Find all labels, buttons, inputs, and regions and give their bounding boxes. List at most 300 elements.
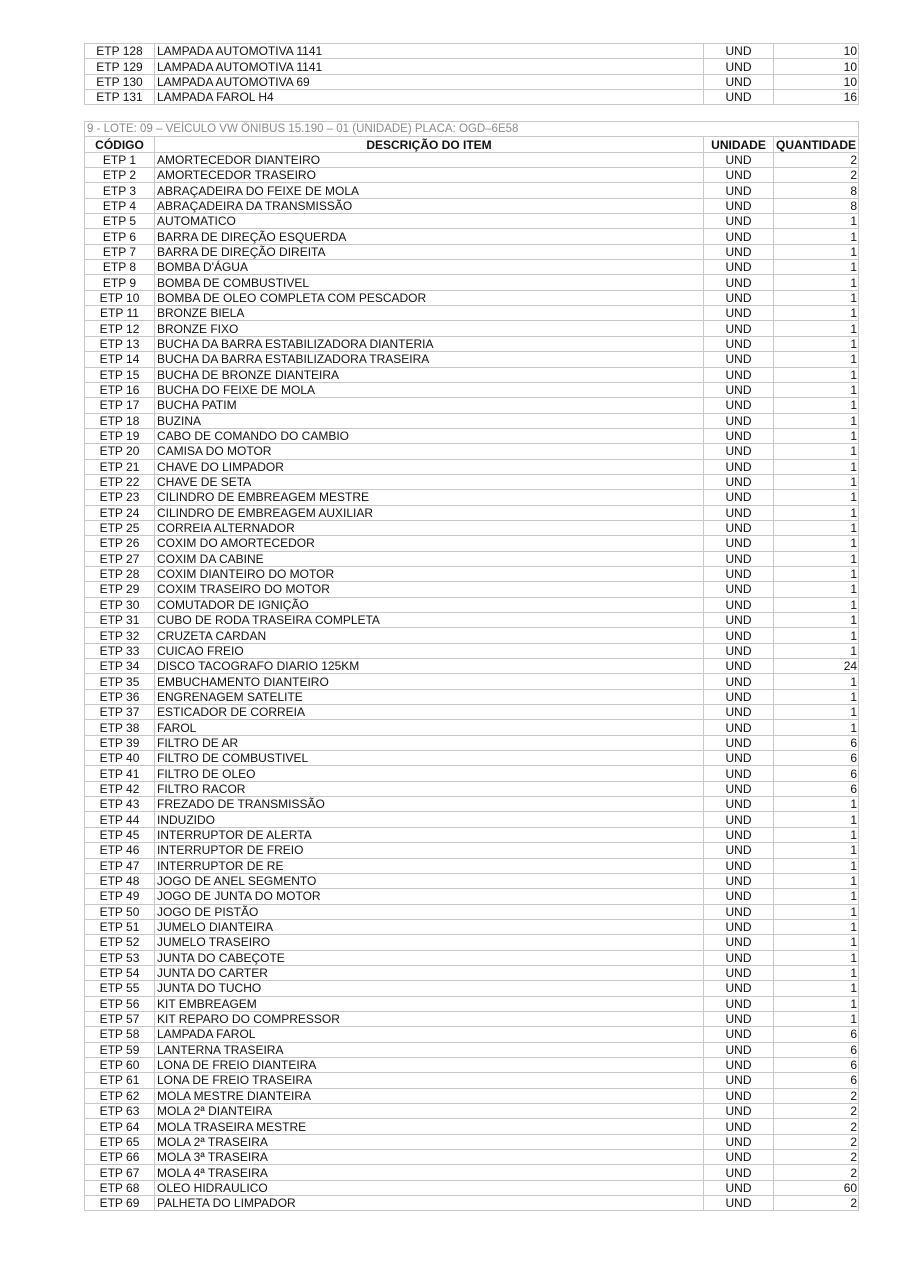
header-description: DESCRIÇÃO DO ITEM <box>155 137 704 152</box>
item-code: ETP 52 <box>85 935 155 950</box>
item-quantity: 2 <box>774 1119 859 1134</box>
item-code: ETP 40 <box>85 751 155 766</box>
table-row <box>85 152 859 167</box>
table-row <box>85 628 859 643</box>
item-description: COXIM DO AMORTECEDOR <box>155 536 704 551</box>
table-row <box>85 59 859 74</box>
item-unit: UND <box>704 168 774 183</box>
item-unit: UND <box>704 996 774 1011</box>
table-row <box>85 1180 859 1195</box>
item-description: COMUTADOR DE IGNIÇÃO <box>155 597 704 612</box>
table-row <box>85 566 859 581</box>
item-quantity: 2 <box>774 1134 859 1149</box>
item-unit: UND <box>704 428 774 443</box>
item-unit: UND <box>704 1119 774 1134</box>
item-description: INTERRUPTOR DE ALERTA <box>155 827 704 842</box>
item-description: JUMELO DIANTEIRA <box>155 919 704 934</box>
item-code: ETP 66 <box>85 1150 155 1165</box>
item-unit: UND <box>704 536 774 551</box>
item-quantity: 1 <box>774 505 859 520</box>
table-row <box>85 996 859 1011</box>
item-description: JUNTA DO TUCHO <box>155 981 704 996</box>
item-code: ETP 3 <box>85 183 155 198</box>
item-code: ETP 5 <box>85 214 155 229</box>
item-description: INDUZIDO <box>155 812 704 827</box>
item-quantity: 2 <box>774 1196 859 1211</box>
item-unit: UND <box>704 74 774 89</box>
item-unit: UND <box>704 582 774 597</box>
table-row <box>85 168 859 183</box>
item-unit: UND <box>704 260 774 275</box>
item-quantity: 2 <box>774 1165 859 1180</box>
table-row <box>85 90 859 105</box>
item-code: ETP 24 <box>85 505 155 520</box>
table-row <box>85 643 859 658</box>
item-code: ETP 57 <box>85 1011 155 1026</box>
item-code: ETP 21 <box>85 459 155 474</box>
item-description: BARRA DE DIREÇÃO ESQUERDA <box>155 229 704 244</box>
item-description: FILTRO DE OLEO <box>155 766 704 781</box>
item-unit: UND <box>704 1011 774 1026</box>
item-description: MOLA 2ª DIANTEIRA <box>155 1104 704 1119</box>
item-description: LAMPADA AUTOMOTIVA 1141 <box>155 44 704 59</box>
item-code: ETP 60 <box>85 1057 155 1072</box>
item-code: ETP 32 <box>85 628 155 643</box>
item-description: LONA DE FREIO TRASEIRA <box>155 1073 704 1088</box>
item-unit: UND <box>704 628 774 643</box>
table-row <box>85 904 859 919</box>
item-code: ETP 11 <box>85 306 155 321</box>
item-quantity: 1 <box>774 490 859 505</box>
item-quantity: 6 <box>774 1027 859 1042</box>
table-row <box>85 260 859 275</box>
item-unit: UND <box>704 981 774 996</box>
table-row <box>85 659 859 674</box>
item-quantity: 1 <box>774 981 859 996</box>
item-description: LAMPADA FAROL <box>155 1027 704 1042</box>
item-quantity: 1 <box>774 229 859 244</box>
header-code: CÓDIGO <box>85 137 155 152</box>
item-unit: UND <box>704 597 774 612</box>
item-quantity: 1 <box>774 935 859 950</box>
table-row <box>85 505 859 520</box>
item-code: ETP 33 <box>85 643 155 658</box>
item-description: KIT REPARO DO COMPRESSOR <box>155 1011 704 1026</box>
lot-title-row <box>85 122 859 137</box>
item-code: ETP 9 <box>85 275 155 290</box>
item-description: JUNTA DO CARTER <box>155 965 704 980</box>
item-description: BRONZE FIXO <box>155 321 704 336</box>
item-code: ETP 25 <box>85 520 155 535</box>
table-row <box>85 275 859 290</box>
item-unit: UND <box>704 551 774 566</box>
item-quantity: 2 <box>774 1088 859 1103</box>
item-description: ENGRENAGEM SATELITE <box>155 689 704 704</box>
item-quantity: 1 <box>774 536 859 551</box>
item-code: ETP 27 <box>85 551 155 566</box>
item-quantity: 1 <box>774 950 859 965</box>
item-quantity: 1 <box>774 260 859 275</box>
item-description: BUCHA DE BRONZE DIANTEIRA <box>155 367 704 382</box>
item-code: ETP 51 <box>85 919 155 934</box>
item-unit: UND <box>704 275 774 290</box>
item-unit: UND <box>704 352 774 367</box>
item-description: BUCHA PATIM <box>155 398 704 413</box>
item-code: ETP 7 <box>85 244 155 259</box>
item-code: ETP 62 <box>85 1088 155 1103</box>
item-code: ETP 38 <box>85 720 155 735</box>
item-quantity: 2 <box>774 1150 859 1165</box>
item-description: FILTRO RACOR <box>155 781 704 796</box>
item-code: ETP 35 <box>85 674 155 689</box>
item-code: ETP 2 <box>85 168 155 183</box>
item-quantity: 1 <box>774 520 859 535</box>
item-quantity: 1 <box>774 689 859 704</box>
item-code: ETP 26 <box>85 536 155 551</box>
table-row <box>85 536 859 551</box>
item-unit: UND <box>704 1196 774 1211</box>
item-quantity: 6 <box>774 1057 859 1072</box>
item-code: ETP 128 <box>85 44 155 59</box>
item-description: FILTRO DE AR <box>155 735 704 750</box>
item-code: ETP 59 <box>85 1042 155 1057</box>
item-code: ETP 56 <box>85 996 155 1011</box>
table-row <box>85 705 859 720</box>
item-unit: UND <box>704 843 774 858</box>
item-quantity: 1 <box>774 628 859 643</box>
item-description: CRUZETA CARDAN <box>155 628 704 643</box>
item-code: ETP 15 <box>85 367 155 382</box>
item-description: MOLA TRASEIRA MESTRE <box>155 1119 704 1134</box>
item-quantity: 1 <box>774 428 859 443</box>
item-code: ETP 43 <box>85 797 155 812</box>
table-row <box>85 613 859 628</box>
item-unit: UND <box>704 812 774 827</box>
item-code: ETP 47 <box>85 858 155 873</box>
item-unit: UND <box>704 781 774 796</box>
item-quantity: 1 <box>774 551 859 566</box>
item-description: JOGO DE JUNTA DO MOTOR <box>155 889 704 904</box>
item-unit: UND <box>704 520 774 535</box>
item-quantity: 6 <box>774 1042 859 1057</box>
item-quantity: 6 <box>774 766 859 781</box>
item-quantity: 1 <box>774 643 859 658</box>
table-header-row <box>85 137 859 152</box>
item-description: MOLA 2ª TRASEIRA <box>155 1134 704 1149</box>
item-code: ETP 4 <box>85 198 155 213</box>
table-row <box>85 981 859 996</box>
item-quantity: 1 <box>774 613 859 628</box>
table-row <box>85 74 859 89</box>
item-quantity: 60 <box>774 1180 859 1195</box>
item-code: ETP 69 <box>85 1196 155 1211</box>
table-row <box>85 398 859 413</box>
item-quantity: 1 <box>774 674 859 689</box>
item-description: FAROL <box>155 720 704 735</box>
item-unit: UND <box>704 889 774 904</box>
item-description: KIT EMBREAGEM <box>155 996 704 1011</box>
item-unit: UND <box>704 904 774 919</box>
item-unit: UND <box>704 1165 774 1180</box>
item-code: ETP 34 <box>85 659 155 674</box>
item-description: CABO DE COMANDO DO CAMBIO <box>155 428 704 443</box>
item-description: BOMBA DE OLEO COMPLETA COM PESCADOR <box>155 290 704 305</box>
item-unit: UND <box>704 321 774 336</box>
item-code: ETP 10 <box>85 290 155 305</box>
item-unit: UND <box>704 183 774 198</box>
item-quantity: 1 <box>774 582 859 597</box>
item-quantity: 1 <box>774 352 859 367</box>
table-row <box>85 582 859 597</box>
item-description: PALHETA DO LIMPADOR <box>155 1196 704 1211</box>
item-unit: UND <box>704 505 774 520</box>
item-quantity: 1 <box>774 827 859 842</box>
item-unit: UND <box>704 735 774 750</box>
table-row <box>85 198 859 213</box>
item-description: AMORTECEDOR TRASEIRO <box>155 168 704 183</box>
item-quantity: 1 <box>774 873 859 888</box>
item-unit: UND <box>704 858 774 873</box>
item-quantity: 1 <box>774 413 859 428</box>
item-unit: UND <box>704 873 774 888</box>
table-row <box>85 674 859 689</box>
item-description: LAMPADA FAROL H4 <box>155 90 704 105</box>
table-row <box>85 474 859 489</box>
item-code: ETP 39 <box>85 735 155 750</box>
item-quantity: 1 <box>774 382 859 397</box>
table-row <box>85 889 859 904</box>
table-row <box>85 1073 859 1088</box>
item-unit: UND <box>704 1134 774 1149</box>
table-row <box>85 843 859 858</box>
item-description: CUICAO FREIO <box>155 643 704 658</box>
item-description: MOLA MESTRE DIANTEIRA <box>155 1088 704 1103</box>
item-code: ETP 55 <box>85 981 155 996</box>
table-row <box>85 965 859 980</box>
item-unit: UND <box>704 827 774 842</box>
item-description: BUCHA DA BARRA ESTABILIZADORA DIANTERIA <box>155 336 704 351</box>
table-row <box>85 1057 859 1072</box>
item-description: BUZINA <box>155 413 704 428</box>
item-code: ETP 14 <box>85 352 155 367</box>
item-unit: UND <box>704 336 774 351</box>
item-code: ETP 31 <box>85 613 155 628</box>
item-unit: UND <box>704 229 774 244</box>
item-quantity: 10 <box>774 74 859 89</box>
table-row <box>85 766 859 781</box>
item-code: ETP 36 <box>85 689 155 704</box>
item-quantity: 1 <box>774 812 859 827</box>
item-quantity: 16 <box>774 90 859 105</box>
item-unit: UND <box>704 751 774 766</box>
item-code: ETP 48 <box>85 873 155 888</box>
item-code: ETP 29 <box>85 582 155 597</box>
previous-lot-table <box>84 43 859 105</box>
table-row <box>85 214 859 229</box>
item-code: ETP 65 <box>85 1134 155 1149</box>
item-quantity: 1 <box>774 597 859 612</box>
table-row <box>85 44 859 59</box>
item-code: ETP 68 <box>85 1180 155 1195</box>
item-quantity: 1 <box>774 858 859 873</box>
item-description: CUBO DE RODA TRASEIRA COMPLETA <box>155 613 704 628</box>
item-unit: UND <box>704 674 774 689</box>
item-description: AUTOMATICO <box>155 214 704 229</box>
item-code: ETP 8 <box>85 260 155 275</box>
item-code: ETP 67 <box>85 1165 155 1180</box>
item-description: COXIM TRASEIRO DO MOTOR <box>155 582 704 597</box>
item-code: ETP 17 <box>85 398 155 413</box>
item-quantity: 1 <box>774 336 859 351</box>
item-description: AMORTECEDOR DIANTEIRO <box>155 152 704 167</box>
lot-09-table <box>84 121 859 1211</box>
item-quantity: 1 <box>774 919 859 934</box>
item-unit: UND <box>704 705 774 720</box>
item-description: FILTRO DE COMBUSTIVEL <box>155 751 704 766</box>
table-row <box>85 1165 859 1180</box>
item-unit: UND <box>704 1027 774 1042</box>
item-quantity: 8 <box>774 198 859 213</box>
item-description: CILINDRO DE EMBREAGEM AUXILIAR <box>155 505 704 520</box>
item-code: ETP 54 <box>85 965 155 980</box>
item-quantity: 1 <box>774 367 859 382</box>
item-unit: UND <box>704 797 774 812</box>
item-unit: UND <box>704 90 774 105</box>
table-row <box>85 306 859 321</box>
item-description: CHAVE DE SETA <box>155 474 704 489</box>
item-description: JUNTA DO CABEÇOTE <box>155 950 704 965</box>
item-unit: UND <box>704 214 774 229</box>
table-row <box>85 597 859 612</box>
item-description: INTERRUPTOR DE FREIO <box>155 843 704 858</box>
header-unit: UNIDADE <box>704 137 774 152</box>
item-description: JOGO DE PISTÃO <box>155 904 704 919</box>
item-description: MOLA 4ª TRASEIRA <box>155 1165 704 1180</box>
item-quantity: 1 <box>774 244 859 259</box>
item-quantity: 24 <box>774 659 859 674</box>
item-code: ETP 28 <box>85 566 155 581</box>
item-description: BARRA DE DIREÇÃO DIREITA <box>155 244 704 259</box>
item-description: EMBUCHAMENTO DIANTEIRO <box>155 674 704 689</box>
table-row <box>85 1011 859 1026</box>
item-unit: UND <box>704 459 774 474</box>
item-quantity: 2 <box>774 168 859 183</box>
table-row <box>85 459 859 474</box>
item-unit: UND <box>704 766 774 781</box>
item-code: ETP 1 <box>85 152 155 167</box>
item-description: BOMBA D'ÁGUA <box>155 260 704 275</box>
item-code: ETP 37 <box>85 705 155 720</box>
item-description: DISCO TACOGRAFO DIARIO 125KM <box>155 659 704 674</box>
table-row <box>85 919 859 934</box>
item-description: BUCHA DA BARRA ESTABILIZADORA TRASEIRA <box>155 352 704 367</box>
item-quantity: 1 <box>774 398 859 413</box>
item-code: ETP 129 <box>85 59 155 74</box>
item-quantity: 1 <box>774 889 859 904</box>
item-description: BRONZE BIELA <box>155 306 704 321</box>
item-quantity: 10 <box>774 59 859 74</box>
table-row <box>85 382 859 397</box>
table-row <box>85 244 859 259</box>
table-row <box>85 551 859 566</box>
item-code: ETP 6 <box>85 229 155 244</box>
item-description: MOLA 3ª TRASEIRA <box>155 1150 704 1165</box>
item-quantity: 1 <box>774 290 859 305</box>
table-row <box>85 1150 859 1165</box>
item-description: ESTICADOR DE CORREIA <box>155 705 704 720</box>
lot-09-table-body <box>85 152 859 1211</box>
item-unit: UND <box>704 566 774 581</box>
item-description: BOMBA DE COMBUSTIVEL <box>155 275 704 290</box>
item-code: ETP 46 <box>85 843 155 858</box>
item-quantity: 6 <box>774 1073 859 1088</box>
item-unit: UND <box>704 919 774 934</box>
item-unit: UND <box>704 398 774 413</box>
item-unit: UND <box>704 59 774 74</box>
item-code: ETP 23 <box>85 490 155 505</box>
item-quantity: 1 <box>774 321 859 336</box>
table-row <box>85 858 859 873</box>
item-code: ETP 42 <box>85 781 155 796</box>
table-row <box>85 1196 859 1211</box>
item-code: ETP 19 <box>85 428 155 443</box>
item-description: LAMPADA AUTOMOTIVA 1141 <box>155 59 704 74</box>
item-quantity: 1 <box>774 214 859 229</box>
table-row <box>85 444 859 459</box>
item-code: ETP 45 <box>85 827 155 842</box>
item-description: LAMPADA AUTOMOTIVA 69 <box>155 74 704 89</box>
table-row <box>85 1119 859 1134</box>
item-description: INTERRUPTOR DE RE <box>155 858 704 873</box>
item-quantity: 1 <box>774 306 859 321</box>
item-quantity: 6 <box>774 735 859 750</box>
table-row <box>85 781 859 796</box>
table-row <box>85 229 859 244</box>
item-unit: UND <box>704 490 774 505</box>
table-row <box>85 336 859 351</box>
item-unit: UND <box>704 44 774 59</box>
item-unit: UND <box>704 1073 774 1088</box>
item-code: ETP 16 <box>85 382 155 397</box>
table-row <box>85 950 859 965</box>
item-unit: UND <box>704 444 774 459</box>
item-unit: UND <box>704 198 774 213</box>
item-quantity: 1 <box>774 566 859 581</box>
item-unit: UND <box>704 244 774 259</box>
item-description: JOGO DE ANEL SEGMENTO <box>155 873 704 888</box>
table-row <box>85 873 859 888</box>
table-row <box>85 1104 859 1119</box>
item-code: ETP 18 <box>85 413 155 428</box>
header-quantity: QUANTIDADE <box>774 137 859 152</box>
item-description: JUMELO TRASEIRO <box>155 935 704 950</box>
table-row <box>85 935 859 950</box>
item-code: ETP 63 <box>85 1104 155 1119</box>
table-row <box>85 751 859 766</box>
item-code: ETP 64 <box>85 1119 155 1134</box>
table-row <box>85 827 859 842</box>
table-row <box>85 520 859 535</box>
item-code: ETP 12 <box>85 321 155 336</box>
table-row <box>85 290 859 305</box>
table-row <box>85 797 859 812</box>
item-description: CILINDRO DE EMBREAGEM MESTRE <box>155 490 704 505</box>
table-row <box>85 735 859 750</box>
item-unit: UND <box>704 1180 774 1195</box>
table-row <box>85 321 859 336</box>
item-description: COXIM DIANTEIRO DO MOTOR <box>155 566 704 581</box>
lot-title: 9 - LOTE: 09 – VEÍCULO VW ÔNIBUS 15.190 – 01 (UNIDADE) PLACA: OGD–6E58 <box>85 122 859 137</box>
